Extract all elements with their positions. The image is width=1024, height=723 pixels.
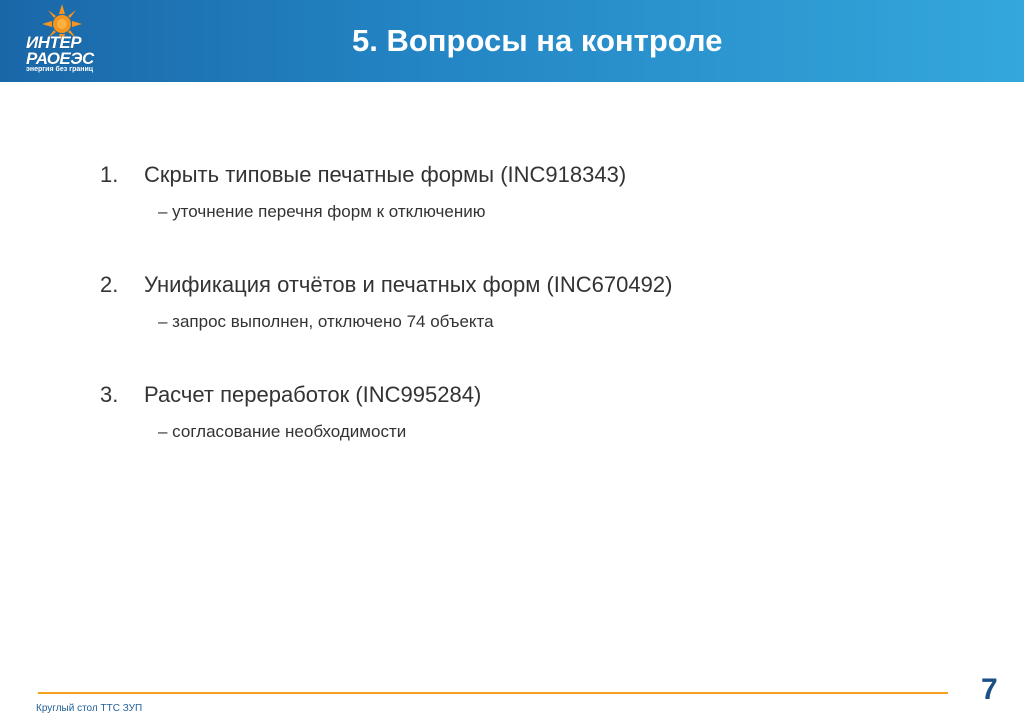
control-items-list <box>100 160 920 490</box>
item-title: Расчет переработок (INC995284) <box>144 382 482 407</box>
page-title: 5. Вопросы на контроле <box>352 23 723 58</box>
company-logo <box>18 4 114 78</box>
header-bar <box>0 0 1024 82</box>
page-number: 7 <box>981 673 998 706</box>
logo-tagline: энергия без границ <box>26 66 94 73</box>
logo-text-line2: РАОЕЭС <box>26 49 94 68</box>
logo-text-line1: ИНТЕР <box>26 33 82 52</box>
item-subtext: – согласование необходимости <box>158 422 407 441</box>
item-subtext: – запрос выполнен, отключено 74 объекта <box>158 312 494 331</box>
item-number: 3. <box>100 382 119 407</box>
item-title: Унификация отчётов и печатных форм (INC670492) <box>144 272 673 297</box>
list-item <box>100 160 920 270</box>
item-number: 2. <box>100 272 119 297</box>
item-subtext: – уточнение перечня форм к отключению <box>158 202 486 221</box>
list-item <box>100 270 920 380</box>
item-title: Скрыть типовые печатные формы (INC918343) <box>144 162 627 187</box>
footer-divider <box>38 692 948 694</box>
list-item <box>100 380 920 490</box>
footer-caption: Круглый стол ТТС ЗУП <box>36 703 143 714</box>
item-number: 1. <box>100 162 119 187</box>
